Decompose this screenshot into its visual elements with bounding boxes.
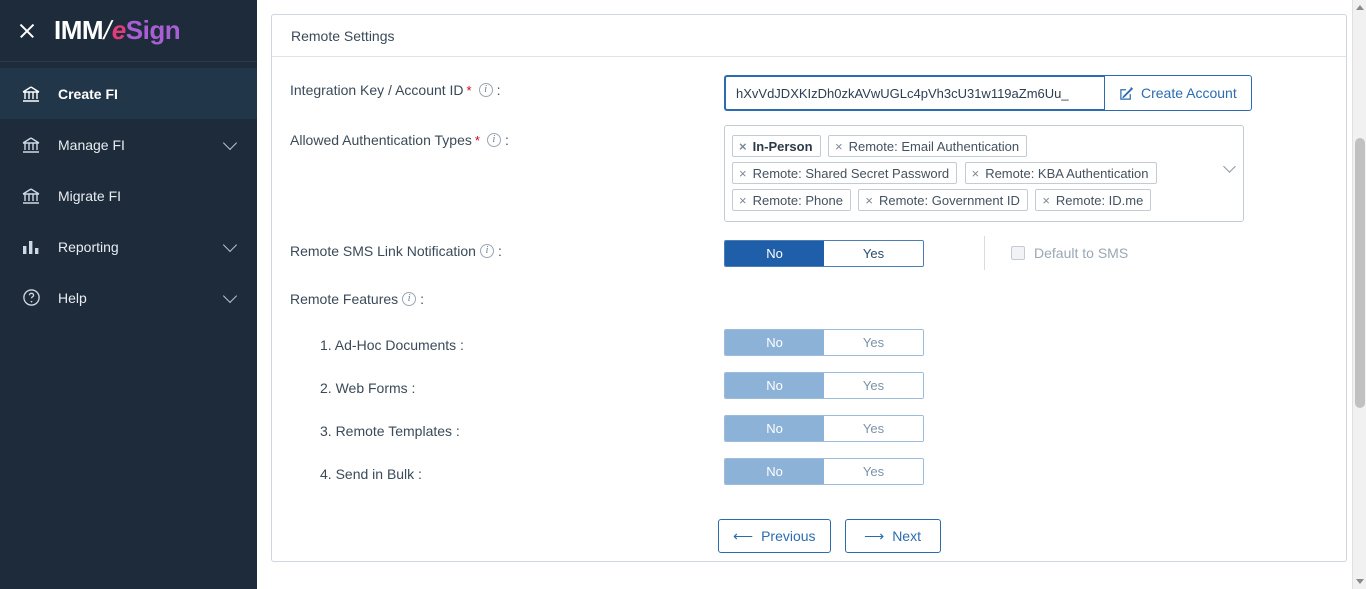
bank-icon: [18, 134, 44, 156]
bank-icon: [18, 83, 44, 105]
sidebar-item-reporting[interactable]: [0, 221, 257, 272]
toggle-yes-option[interactable]: Yes: [824, 416, 923, 441]
auth-types-label-text: Allowed Authentication Types: [290, 132, 472, 148]
send-in-bulk-toggle[interactable]: [724, 458, 924, 485]
tag-item[interactable]: [1035, 189, 1151, 211]
sms-notification-label-text: Remote SMS Link Notification: [290, 243, 476, 259]
feature-label: 1. Ad-Hoc Documents :: [320, 337, 464, 353]
toggle-yes-option[interactable]: Yes: [824, 330, 923, 355]
sidebar-item-label: Manage FI: [58, 136, 125, 153]
main-content: [257, 0, 1366, 589]
auth-types-colon: :: [504, 132, 509, 148]
integration-key-label-text: Integration Key / Account ID: [290, 82, 464, 98]
tag-remove-icon[interactable]: ×: [971, 165, 980, 181]
chevron-down-icon[interactable]: [223, 237, 237, 251]
close-icon[interactable]: [16, 20, 38, 42]
auth-types-multiselect[interactable]: [724, 125, 1244, 222]
sidebar-item-create-fi[interactable]: [0, 68, 257, 119]
integration-key-control: [724, 75, 1252, 111]
sms-controls: [724, 236, 1128, 270]
integration-key-input[interactable]: [724, 75, 1104, 111]
sms-notification-toggle[interactable]: [724, 240, 924, 267]
tag-label: Remote: Government ID: [878, 192, 1020, 208]
tag-label: Remote: Shared Secret Password: [752, 165, 950, 181]
feature-label: 3. Remote Templates :: [320, 423, 460, 439]
default-to-sms-checkbox-wrap[interactable]: [1011, 245, 1128, 261]
scroll-down-arrow-icon[interactable]: [1356, 579, 1364, 584]
required-asterisk: *: [466, 82, 472, 98]
chevron-down-icon[interactable]: [223, 288, 237, 302]
required-asterisk: *: [474, 132, 480, 148]
tag-remove-icon[interactable]: ×: [835, 138, 843, 154]
sidebar-item-help[interactable]: [0, 272, 257, 323]
remote-features-colon: :: [420, 291, 425, 307]
tag-remove-icon[interactable]: ×: [739, 165, 747, 181]
toggle-yes-option[interactable]: Yes: [824, 241, 923, 266]
tag-item[interactable]: [828, 135, 1027, 157]
sidebar-item-label: Create FI: [58, 85, 118, 102]
create-account-label: Create Account: [1141, 85, 1237, 101]
arrow-left-icon: ⟵: [733, 527, 754, 544]
wizard-buttons: [290, 519, 1326, 553]
tag-remove-icon[interactable]: ×: [1042, 192, 1050, 208]
edit-pencil-icon: [1119, 86, 1134, 101]
tag-label: Remote: KBA Authentication: [985, 165, 1149, 181]
toggle-no-option[interactable]: No: [725, 416, 824, 441]
scroll-up-arrow-icon[interactable]: [1356, 5, 1364, 10]
info-icon[interactable]: i: [480, 244, 494, 258]
create-account-button[interactable]: [1104, 75, 1252, 111]
auth-types-row: [290, 125, 1326, 222]
ad-hoc-documents-toggle[interactable]: [724, 329, 924, 356]
sidebar-item-manage-fi[interactable]: [0, 119, 257, 170]
previous-button[interactable]: [718, 519, 831, 553]
toggle-no-option[interactable]: No: [725, 459, 824, 484]
sidebar-item-label: Migrate FI: [58, 187, 122, 204]
tag-item[interactable]: [732, 135, 821, 157]
logo-e: e: [111, 15, 126, 45]
scrollbar-thumb[interactable]: [1355, 138, 1365, 408]
arrow-right-icon: ⟶: [864, 527, 885, 544]
toggle-no-option[interactable]: No: [725, 373, 824, 398]
sidebar-item-label: Reporting: [58, 238, 119, 255]
feature-label: 4. Send in Bulk :: [320, 466, 422, 482]
chevron-down-icon[interactable]: [223, 135, 237, 149]
integration-key-label: [290, 75, 724, 98]
sms-notification-colon: :: [497, 243, 502, 259]
sms-notification-label: [290, 236, 724, 259]
vertical-divider: [984, 236, 985, 270]
sidebar-header: [0, 0, 257, 62]
previous-button-label: Previous: [761, 528, 816, 544]
toggle-no-option[interactable]: No: [725, 241, 824, 266]
tag-item[interactable]: [732, 162, 957, 184]
sidebar-nav: [0, 62, 257, 323]
sidebar-item-migrate-fi[interactable]: [0, 170, 257, 221]
info-icon[interactable]: i: [479, 83, 493, 97]
sms-notification-row: [290, 236, 1326, 270]
toggle-yes-option[interactable]: Yes: [824, 373, 923, 398]
bank-icon: [18, 185, 44, 207]
sidebar-item-label: Help: [58, 289, 87, 306]
app-logo: [54, 15, 180, 46]
tag-remove-icon[interactable]: ×: [865, 192, 873, 208]
vertical-scrollbar[interactable]: [1352, 0, 1366, 589]
toggle-yes-option[interactable]: Yes: [824, 459, 923, 484]
tag-label: In-Person: [752, 138, 813, 154]
logo-sign: Sign: [125, 15, 181, 45]
logo-slash: /: [100, 15, 115, 45]
next-button-label: Next: [892, 528, 921, 544]
toggle-no-option[interactable]: No: [725, 330, 824, 355]
question-circle-icon: [18, 287, 44, 309]
tag-label: Remote: Phone: [752, 192, 843, 208]
remote-features-label: [290, 284, 724, 307]
integration-key-colon: :: [496, 82, 501, 98]
sidebar: [0, 0, 257, 589]
feature-row-ad-hoc-documents: [290, 329, 1326, 356]
remote-settings-panel: [271, 14, 1347, 562]
page-title: Remote Settings: [291, 27, 395, 44]
feature-row-remote-templates: [290, 415, 1326, 442]
logo-imm: IMM: [54, 15, 104, 45]
remote-features-row: [290, 284, 1326, 307]
web-forms-toggle[interactable]: [724, 372, 924, 399]
next-button[interactable]: [845, 519, 941, 553]
tag-label: Remote: ID.me: [1055, 192, 1144, 208]
auth-types-label: [290, 125, 724, 148]
info-icon[interactable]: i: [487, 133, 501, 147]
panel-body: [272, 57, 1346, 553]
feature-row-web-forms: [290, 372, 1326, 399]
tag-item[interactable]: [858, 189, 1027, 211]
integration-key-row: [290, 75, 1326, 111]
feature-label: 2. Web Forms :: [320, 380, 416, 396]
tag-item[interactable]: [732, 189, 851, 211]
tag-label: Remote: Email Authentication: [848, 138, 1020, 154]
bar-chart-icon: [18, 236, 44, 258]
tag-remove-icon[interactable]: ×: [739, 138, 747, 154]
feature-row-send-in-bulk: [290, 458, 1326, 485]
tag-remove-icon[interactable]: ×: [739, 192, 747, 208]
chevron-down-icon[interactable]: [1223, 160, 1236, 173]
remote-templates-toggle[interactable]: [724, 415, 924, 442]
panel-header: [272, 15, 1346, 57]
tag-item[interactable]: [965, 162, 1157, 184]
default-to-sms-label: Default to SMS: [1034, 245, 1129, 261]
default-to-sms-checkbox[interactable]: [1011, 246, 1025, 260]
remote-features-label-text: Remote Features: [290, 291, 399, 307]
info-icon[interactable]: i: [402, 292, 416, 306]
